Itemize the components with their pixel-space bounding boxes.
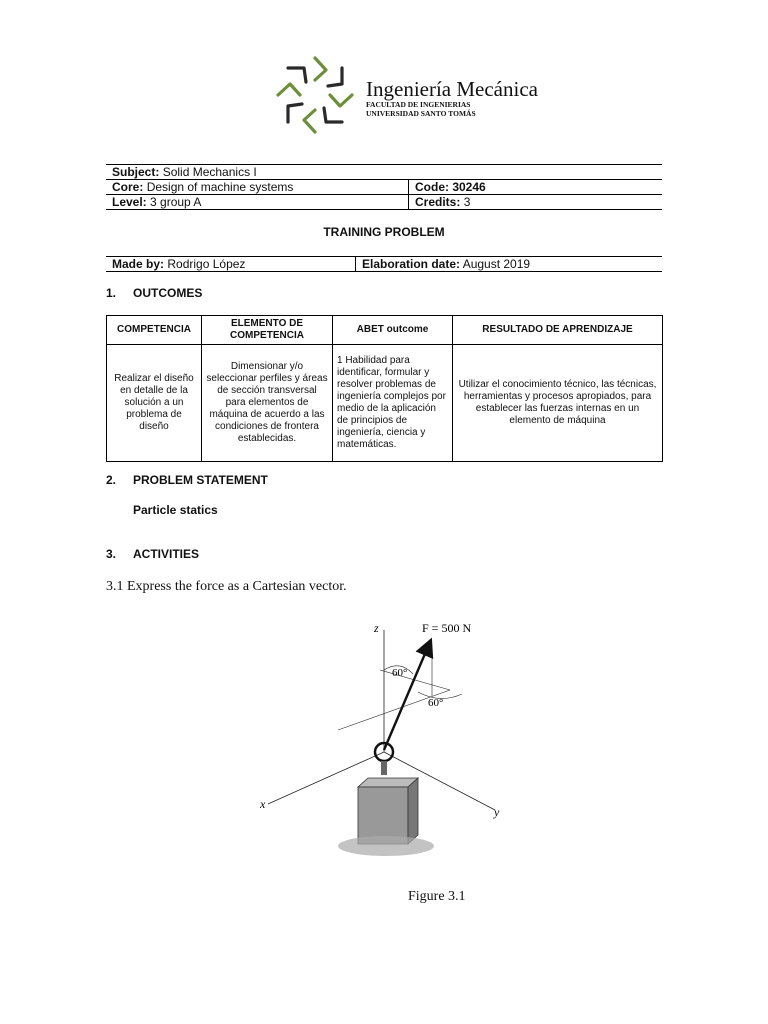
course-info-table bbox=[106, 164, 662, 210]
document-title: TRAINING PROBLEM bbox=[323, 225, 445, 239]
section-activities-heading: 3. ACTIVITIES bbox=[106, 547, 200, 561]
level-cell: Level: 3 group A bbox=[106, 195, 409, 210]
elaboration-date-cell: Elaboration date: August 2019 bbox=[356, 257, 663, 272]
label-angle-1: 60° bbox=[392, 667, 408, 679]
header-resultado: RESULTADO DE APRENDIZAJE bbox=[453, 316, 663, 345]
header-elemento: ELEMENTO DE COMPETENCIA bbox=[202, 316, 333, 345]
university-logo bbox=[270, 50, 360, 140]
section-outcomes-heading: 1. OUTCOMES bbox=[106, 286, 203, 300]
force-vector bbox=[384, 642, 430, 750]
label-y: y bbox=[494, 805, 500, 819]
label-z: z bbox=[374, 621, 379, 635]
core-cell: Core: Design of machine systems bbox=[106, 180, 409, 195]
header-competencia: COMPETENCIA bbox=[107, 316, 202, 345]
code-cell: Code: 30246 bbox=[409, 180, 663, 195]
figure-caption: Figure 3.1 bbox=[408, 889, 466, 904]
cell-resultado: Utilizar el conocimiento técnico, las técnicas, herramientas y procesos apropiados, para establecer las fuerzas internas en un elemento de máquina bbox=[453, 345, 663, 462]
cell-elemento: Dimensionar y/o seleccionar perfiles y áreas de sección transversal para elementos de máquina de acuerdo a las condiciones de frontera establecidas. bbox=[202, 345, 333, 462]
faculty-name: FACULTAD DE INGENIERIAS bbox=[366, 100, 471, 109]
activity-3-1-text: 3.1 Express the force as a Cartesian vector. bbox=[106, 579, 347, 594]
outcomes-table bbox=[106, 315, 663, 462]
subject-cell: Subject: Solid Mechanics I bbox=[106, 165, 662, 180]
logo-title: Ingeniería Mecánica bbox=[366, 77, 538, 101]
label-x: x bbox=[260, 797, 266, 811]
author-table bbox=[106, 256, 662, 272]
label-angle-2: 60° bbox=[428, 697, 444, 709]
problem-subtitle: Particle statics bbox=[133, 503, 218, 517]
label-force: F = 500 N bbox=[422, 621, 472, 635]
cell-abet: 1 Habilidad para identificar, formular y resolver problemas de ingeniería complejos por medio de la aplicación de principios de ingeniería, ciencia y matemáticas. bbox=[333, 345, 453, 462]
force-diagram bbox=[250, 612, 520, 862]
cell-competencia: Realizar el diseño en detalle de la solución a un problema de diseño bbox=[107, 345, 202, 462]
made-by-cell: Made by: Rodrigo López bbox=[106, 257, 356, 272]
credits-cell: Credits: 3 bbox=[409, 195, 663, 210]
header-abet: ABET outcome bbox=[333, 316, 453, 345]
university-name: UNIVERSIDAD SANTO TOMÁS bbox=[366, 109, 476, 118]
section-problem-heading: 2. PROBLEM STATEMENT bbox=[106, 473, 268, 487]
